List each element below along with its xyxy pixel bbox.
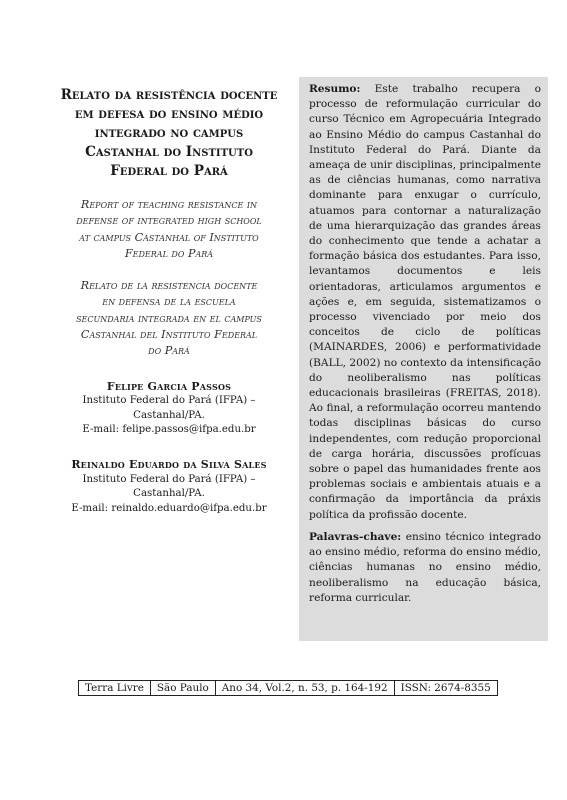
footer-journal: Terra Livre <box>79 681 151 696</box>
author-affiliation-city: Castanhal/PA. <box>133 409 205 421</box>
footer-city: São Paulo <box>150 681 215 696</box>
abstract-body: Este trabalho recupera o processo de reformulação curricular do curso Técnico em Agropecuária Integrado ao Ensino Médio do campus Castanhal do Instituto Federal do Pará. Diante da ameaça de unir disciplinas, principalmente as de ciências humanas, como narrativa dominante para enxugar o currículo, atuamos para contornar a naturalização de uma hierarquização das grandes áreas do conhecimento que tende a achatar a formação básica dos estudantes. Para isso, levantamos documentos e leis orientadoras, articulamos argumentos e ações e, em seguida, sistematizamos o processo vivenciado por meio dos conceitos de ciclo de políticas (MAINARDES, 2006) e performatividade (BALL, 2002) no contexto da intensificação do neoliberalismo nas políticas educacionais brasileiras (FREITAS, 2018). Ao final, a reformulação ocorreu mantendo todas disciplinas básicas do curso independentes, com redução proporcional de carga horária, discussões profícuas sobre o papel das humanidades frente aos problemas sociais e ambientais atuais e a confirmação da importância da práxis política da profissão docente. <box>309 83 541 521</box>
abstract <box>309 82 541 523</box>
author-email: E-mail: felipe.passos@ifpa.edu.br <box>82 424 256 436</box>
footer-issn: ISSN: 2674-8355 <box>394 681 497 696</box>
author-name: Felipe Garcia Passos <box>106 379 232 393</box>
author-affiliation-city: Castanhal/PA. <box>133 488 205 500</box>
author-1 <box>50 380 288 438</box>
keywords <box>309 530 541 606</box>
article-title-en: Report of teaching resistance in defense of integrated high school at campus Castanhal of Instituto Federal do Pará <box>76 198 262 260</box>
author-2 <box>50 458 288 516</box>
journal-footer <box>78 680 498 696</box>
article-title-pt: Relato da resistência docente em defesa do ensino médio integrado no campus Castanhal do Instituto Federal do Pará <box>60 87 278 179</box>
footer-issue: Ano 34, Vol.2, n. 53, p. 164-192 <box>215 681 394 696</box>
article-title-es: Relato de la resistencia docente en defensa de la escuela secundaria integrada en el campus Castanhal del Instituto Federal do Pará <box>76 279 262 358</box>
keywords-label: Palavras-chave: <box>309 531 402 543</box>
keywords-body: ensino técnico integrado ao ensino médio, reforma do ensino médio, ciências humanas no ensino médio, neoliberalismo na educação básica, reforma curricular. <box>309 531 541 604</box>
title-column <box>50 86 288 516</box>
abstract-label: Resumo: <box>309 83 361 95</box>
author-email: E-mail: reinaldo.eduardo@ifpa.edu.br <box>71 502 267 514</box>
author-affiliation: Instituto Federal do Pará (IFPA) – <box>82 395 256 407</box>
author-affiliation: Instituto Federal do Pará (IFPA) – <box>82 473 256 485</box>
author-name: Reinaldo Eduardo da Silva Sales <box>71 458 267 472</box>
